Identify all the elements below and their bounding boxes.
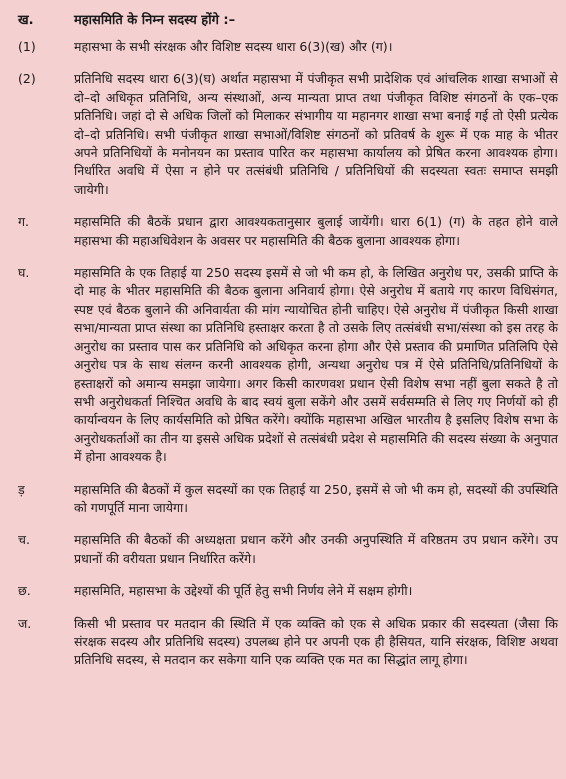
clause-ga xyxy=(18,213,558,250)
clause-text: महासमिति के एक तिहाई या 250 सदस्य इसमें से जो भी कम हो, के लिखित अनुरोध पर, उसकी प्राप्ति के दो माह के भीतर महासमिति की बैठक बुलाना अनिवार्य होगा। ऐसे अनुरोध में बताये गए कारण विधिसंगत, स्पष्ट एवं बैठक बुलाने की अनिवार्यता की मांग न्यायोचित होनी चाहिए। ऐसे अनुरोध में पंजीकृत किसी शाखा सभा/मान्यता प्राप्त संस्था का प्रतिनिधि हस्ताक्षर करता है तो उसके लिए तत्संबंधी सभा/संस्था को इस तरह के अनुरोध का प्रस्ताव पास कर प्रतिनिधि को अधिकृत करना होगा और ऐसे प्रस्ताव की प्रमाणित प्रतिलिपि ऐसे अनुरोध पत्र के साथ संलग्न करनी आवश्यक होगी, अन्यथा अनुरोध पत्र में ऐसे प्रतिनिधि/प्रतिनिधियों के हस्ताक्षरों को अमान्य समझा जायेगा। अगर किसी कारणवश प्रधान ऐसी विशेष सभा नहीं बुला सकते है तो सभी अनुरोधकर्ता निश्चित अवधि के बाद स्वयं बुला सकेंगे और उसमें सर्वसम्मति से लिए गए निर्णयों को ही कार्यान्वयन के लिए कार्यसमिति को प्रेषित करेंगे। क्योंकि महासभा अखिल भारतीय है इसलिए विशेष सभा के अनुरोधकर्ताओं का तीन या इससे अधिक प्रदेशों से तत्संबंधी प्रदेश से महासमिति की सदस्य संख्या के अनुपात में होना आवश्यक है। xyxy=(74,265,558,465)
clause-text: महासमिति, महासभा के उद्देश्यों की पूर्ति हेतु सभी निर्णय लेने में सक्षम होगी। xyxy=(74,583,413,599)
clause-text: महासमिति की बैठकें प्रधान द्वारा आवश्यकतानुसार बुलाई जायेंगी। धारा 6(1) (ग) के तहत होने वाले महासभा की महाअधिवेशन के अवसर पर महासमिति की बैठक बुलाना आवश्यक होगा। xyxy=(74,214,558,248)
section-label: ख. xyxy=(18,13,34,28)
clause-chha xyxy=(18,582,558,600)
clause-gha xyxy=(18,264,558,466)
clause-label: ड़ xyxy=(18,481,25,497)
clause-label: ग. xyxy=(18,214,30,230)
clause-text: महासमिति की बैठकों में कुल सदस्यों का एक तिहाई या 250, इसमें से जो भी कम हो, सदस्यों की उपस्थिति को गणपूर्ति माना जायेगा। xyxy=(74,481,558,515)
section-heading xyxy=(18,10,558,28)
clause-text: प्रतिनिधि सदस्य धारा 6(3)(घ) अर्थात महासभा में पंजीकृत सभी प्रादेशिक एवं आंचलिक शाखा सभाओं से दो–दो अधिकृत प्रतिनिधि, अन्य संस्थाओं, अन्य मान्यता प्राप्त तथा पंजीकृत विशिष्ट संगठनों के एक–एक प्रतिनिधि। जहां दो से अधिक जिलों को मिलाकर संभागीय या महानगर शाखा सभा बनाई गई तो ऐसी प्रत्येक दो–दो प्रतिनिधि। सभी पंजीकृत शाखा सभाओं/विशिष्ट संगठनों को प्रतिवर्ष के शुरू में एक माह के भीतर अपने प्रतिनिधियों के मनोनयन का प्रस्ताव पारित कर महासभा कार्यालय को प्रेषित करना आवश्यक होगा। निर्धारित अवधि में ऐसा न होने पर तत्संबंधी प्रतिनिधि / प्रतिनिधियों की सदस्यता स्वतः समाप्त समझी जायेगी। xyxy=(74,71,558,197)
clause-label: छ. xyxy=(18,583,31,599)
clause-label: (2) xyxy=(18,71,36,87)
clause-text: महासमिति की बैठकों की अध्यक्षता प्रधान करेंगे और उनकी अनुपस्थिति में वरिष्ठतम उप प्रधान करेंगे। उप प्रधानों की वरीयता प्रधान निर्धारित करेंगे। xyxy=(74,532,558,566)
clause-label: ज. xyxy=(18,615,32,631)
clause-label: घ. xyxy=(18,265,30,281)
clause-nga xyxy=(18,481,558,518)
clause-2 xyxy=(18,70,558,199)
clause-label: (1) xyxy=(18,39,36,54)
clause-text: किसी भी प्रस्ताव पर मतदान की स्थिति में एक व्यक्ति को एक से अधिक प्रकार की सदस्यता (जैसा कि संरक्षक सदस्य और प्रतिनिधि सदस्य) उपलब्ध होने पर अपनी एक ही हैसियत, यानि संरक्षक, विशिष्ट अथवा प्रतिनिधि सदस्य, से मतदान कर सकेगा यानि एक व्यक्ति एक मत का सिद्धांत लागू होगा। xyxy=(74,615,558,668)
clause-cha xyxy=(18,531,558,568)
clause-label: च. xyxy=(18,532,30,548)
clause-1 xyxy=(18,38,558,56)
clause-ja xyxy=(18,615,558,670)
section-title: महासमिति के निम्न सदस्य होंगे :– xyxy=(74,13,236,28)
clause-text: महासभा के सभी संरक्षक और विशिष्ट सदस्य धारा 6(3)(ख) और (ग)। xyxy=(74,39,393,54)
